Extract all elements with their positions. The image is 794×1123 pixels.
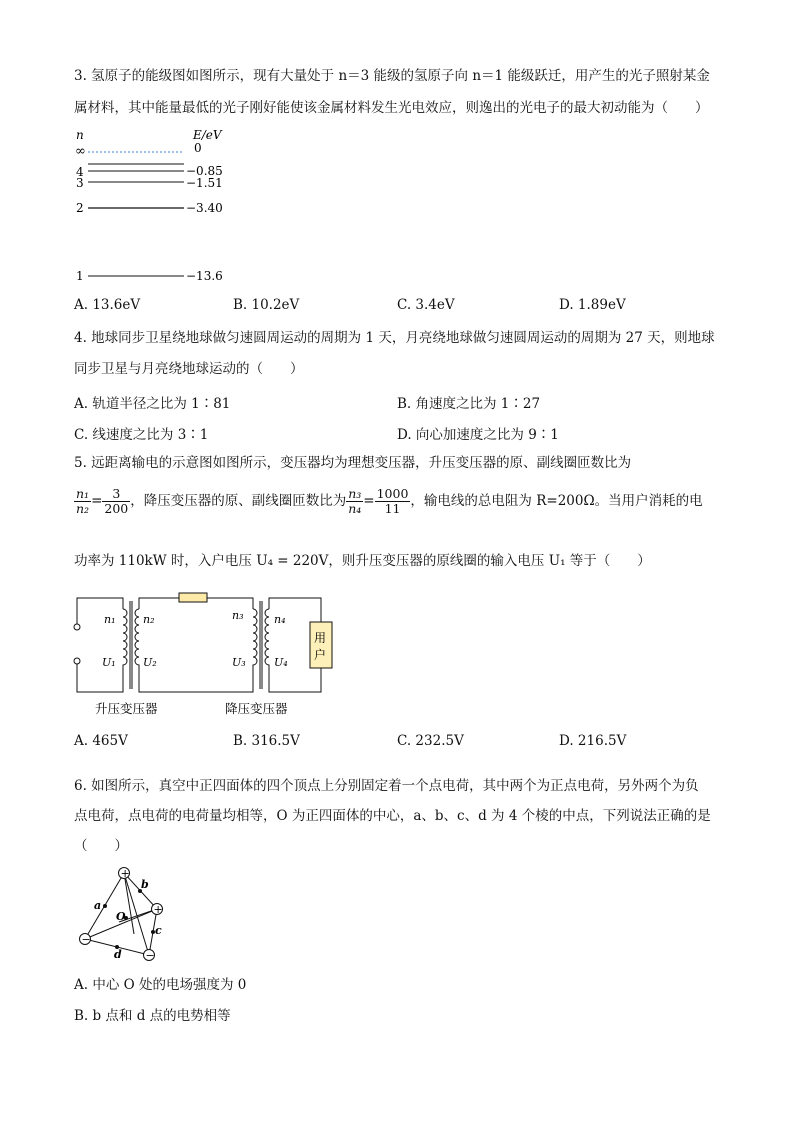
q6-text-line2: 点电荷，点电荷的电荷量均相等，O 为正四面体的中心，a、b、c、d 为 4 个棱的中点，下列说法正确的是: [74, 808, 711, 824]
q4-text-line1: 4. 地球同步卫星绕地球做匀速圆周运动的周期为 1 天，月亮绕地球做匀速圆周运动的周期为 27 天，则地球: [74, 330, 715, 346]
stepup-caption: 升压变压器: [95, 701, 158, 716]
stepdown-primary-coil: [253, 609, 257, 669]
frac-n1-n2: [74, 487, 91, 516]
q6-option-a[interactable]: A. 中心 O 处的电场强度为 0: [74, 977, 247, 993]
q3-text-line2: 属材料，其中能量最低的光子刚好能使该金属材料发生光电效应，则逸出的光电子的最大初动能为（ ）: [74, 100, 709, 116]
q5-ratio-line: [74, 487, 703, 516]
frac-n3-n4: [346, 487, 363, 516]
line-top-left: [139, 598, 179, 609]
label-U3: U₃: [232, 656, 246, 669]
q5-option-d[interactable]: D. 216.5V: [559, 733, 627, 749]
label-n2: n₂: [143, 613, 155, 626]
level-n-4: 4: [76, 165, 84, 179]
line-bottom: [139, 669, 253, 692]
q5-tail-text: ，输电线的总电阻为 R=200Ω。当用户消耗的电: [410, 493, 703, 509]
label-O: O: [116, 910, 126, 923]
q5-option-b[interactable]: B. 316.5V: [233, 733, 300, 749]
frac-11: 11: [384, 501, 401, 516]
stepup-primary-wire: [77, 598, 123, 692]
n-header: n: [76, 128, 84, 142]
input-terminal-top: [74, 624, 80, 630]
eq-sign-2: =: [363, 493, 375, 509]
q4-option-a[interactable]: A. 轨道半径之比为 1∶81: [74, 396, 231, 412]
charge-top-sign: +: [120, 867, 130, 880]
q6-text-line3: （ ）: [74, 838, 128, 854]
stepup-primary-coil: [123, 609, 127, 669]
q5-mid-text: ，降压变压器的原、副线圈匝数比为: [130, 493, 347, 509]
q4-option-d[interactable]: D. 向心加速度之比为 9∶1: [397, 427, 559, 443]
level-e-4: −0.85: [186, 164, 223, 178]
stepup-secondary-coil: [135, 609, 139, 669]
charge-bottom-sign: −: [145, 949, 155, 962]
label-U2: U₂: [143, 656, 157, 669]
level-n-inf: ∞: [75, 144, 86, 159]
level-e-3: −1.51: [186, 176, 223, 190]
charge-right-sign: +: [153, 903, 163, 916]
q3-option-a[interactable]: A. 13.6eV: [74, 297, 141, 313]
q6-text-line1: 6. 如图所示，真空中正四面体的四个顶点上分别固定着一个点电荷，其中两个为正点电荷，另外两个为负: [74, 778, 699, 794]
stepdown-caption: 降压变压器: [225, 701, 288, 716]
tetrahedron-diagram: [74, 862, 184, 972]
eq-sign-1: =: [91, 493, 103, 509]
q3-text-line1: 3. 氢原子的能级图如图所示，现有大量处于 n＝3 能级的氢原子向 n＝1 能级跃迁，用产生的光子照射某金: [74, 68, 710, 84]
q4-text-line2: 同步卫星与月亮绕地球运动的（ ）: [74, 361, 304, 377]
input-terminal-bottom: [74, 658, 80, 664]
q5-text-line1: 5. 远距离输电的示意图如图所示，变压器均为理想变压器，升压变压器的原、副线圈匝数比为: [74, 455, 632, 471]
label-b: b: [141, 878, 149, 891]
user-label-1: 用: [314, 631, 327, 645]
frac-n3: n₃: [348, 486, 362, 501]
level-n-1: 1: [76, 269, 84, 283]
frac-n4: n₄: [348, 501, 362, 516]
q6-option-b[interactable]: B. b 点和 d 点的电势相等: [74, 1008, 231, 1024]
point-a: [103, 904, 107, 908]
q4-option-b[interactable]: B. 角速度之比为 1∶27: [397, 396, 541, 412]
user-label-2: 户: [314, 648, 327, 662]
q5-text-line3: 功率为 110kW 时，入户电压 U₄ = 220V，则升压变压器的原线圈的输入电压 U₁ 等于（ ）: [74, 553, 651, 569]
label-n3: n₃: [232, 609, 244, 622]
q3-option-c[interactable]: C. 3.4eV: [397, 297, 455, 313]
q5-option-c[interactable]: C. 232.5V: [397, 733, 464, 749]
label-a: a: [94, 899, 102, 912]
level-n-3: 3: [76, 176, 84, 190]
frac-3-200: [102, 487, 130, 516]
frac-3: 3: [102, 487, 130, 502]
q3-option-b[interactable]: B. 10.2eV: [233, 297, 300, 313]
frac-200: 200: [104, 501, 129, 516]
level-e-inf: 0: [194, 141, 202, 155]
charge-left-sign: −: [81, 933, 91, 946]
label-U1: U₁: [102, 656, 116, 669]
q3-option-d[interactable]: D. 1.89eV: [559, 297, 626, 313]
frac-1000-11: [375, 487, 411, 516]
label-U4: U₄: [274, 656, 288, 669]
q5-option-a[interactable]: A. 465V: [74, 733, 128, 749]
label-d: d: [114, 948, 122, 961]
label-n4: n₄: [274, 613, 286, 626]
line-top-right: [207, 598, 253, 609]
frac-n1: n₁: [76, 486, 90, 501]
e-header: E/eV: [193, 128, 222, 142]
energy-level-diagram: [70, 128, 270, 288]
label-n1: n₁: [104, 613, 116, 626]
transmission-circuit-diagram: [68, 585, 338, 725]
frac-n2: n₂: [76, 501, 90, 516]
level-n-2: 2: [76, 201, 84, 215]
q4-option-c[interactable]: C. 线速度之比为 3∶1: [74, 427, 209, 443]
frac-1000: 1000: [376, 486, 409, 501]
level-e-1: −13.6: [186, 269, 223, 283]
label-c: c: [155, 924, 162, 937]
stepdown-secondary-coil: [265, 609, 269, 669]
level-e-2: −3.40: [186, 201, 223, 215]
resistor-fill: [180, 594, 207, 602]
